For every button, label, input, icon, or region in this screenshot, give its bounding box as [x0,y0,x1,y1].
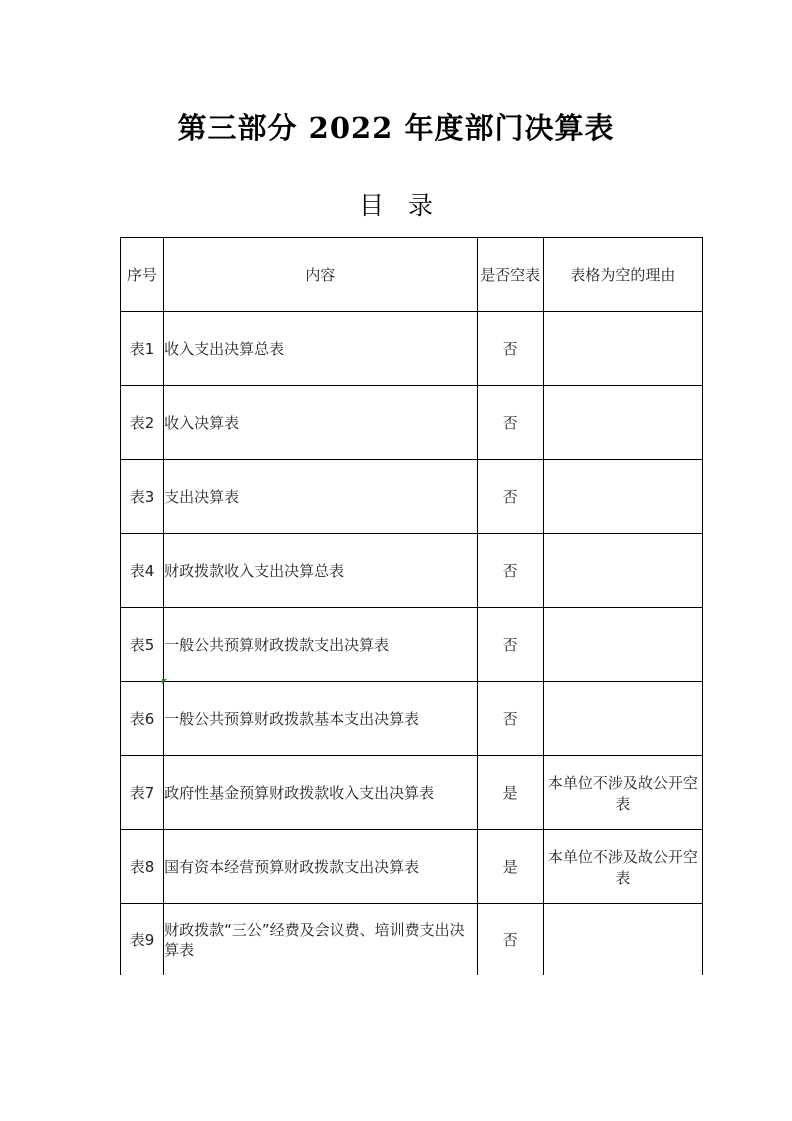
row-is-empty: 否 [477,312,543,386]
row-reason [543,682,702,756]
row-index: 表8 [121,830,164,904]
row-index: 表6 [121,682,164,756]
row-reason: 本单位不涉及故公开空表 [543,830,702,904]
table-row [121,312,703,386]
row-reason [543,608,702,682]
row-index: 表2 [121,386,164,460]
row-index: 表3 [121,460,164,534]
row-index: 表7 [121,756,164,830]
table-row [121,608,703,682]
row-index: 表5 [121,608,164,682]
table-row [121,386,703,460]
table-row [121,682,703,756]
row-index: 表9 [121,904,164,976]
header-index: 序号 [121,238,164,312]
row-is-empty: 否 [477,608,543,682]
header-reason: 表格为空的理由 [543,238,702,312]
row-reason: 本单位不涉及故公开空表 [543,756,702,830]
row-reason [543,460,702,534]
row-content: 支出决算表 [164,460,478,534]
row-content: 一般公共预算财政拨款基本支出决算表 [164,682,478,756]
toc-heading: 目录 [358,191,457,220]
row-content: 政府性基金预算财政拨款收入支出决算表 [164,756,478,830]
row-content: 收入支出决算总表 [164,312,478,386]
row-content: 国有资本经营预算财政拨款支出决算表 [164,830,478,904]
row-reason [543,534,702,608]
row-reason [543,386,702,460]
table-row [121,756,703,830]
table-header-row [121,238,703,312]
row-is-empty: 是 [477,830,543,904]
row-is-empty: 是 [477,756,543,830]
row-content: 财政拨款“三公”经费及会议费、培训费支出决算表 [164,904,478,976]
catalog-table [120,237,703,975]
row-is-empty: 否 [477,460,543,534]
row-reason [543,904,702,976]
table-row [121,460,703,534]
row-is-empty: 否 [477,904,543,976]
row-is-empty: 否 [477,682,543,756]
row-index: 表1 [121,312,164,386]
row-content: 财政拨款收入支出决算总表 [164,534,478,608]
cell-comment-marker [162,679,167,684]
table-row [121,904,703,976]
row-reason [543,312,702,386]
row-is-empty: 否 [477,534,543,608]
header-is-empty: 是否空表 [477,238,543,312]
row-index: 表4 [121,534,164,608]
row-content: 一般公共预算财政拨款支出决算表 [164,608,478,682]
row-is-empty: 否 [477,386,543,460]
page-title: 第三部分 2022 年度部门决算表 [177,111,615,145]
header-content: 内容 [164,238,478,312]
table-row [121,830,703,904]
row-content: 收入决算表 [164,386,478,460]
table-row [121,534,703,608]
